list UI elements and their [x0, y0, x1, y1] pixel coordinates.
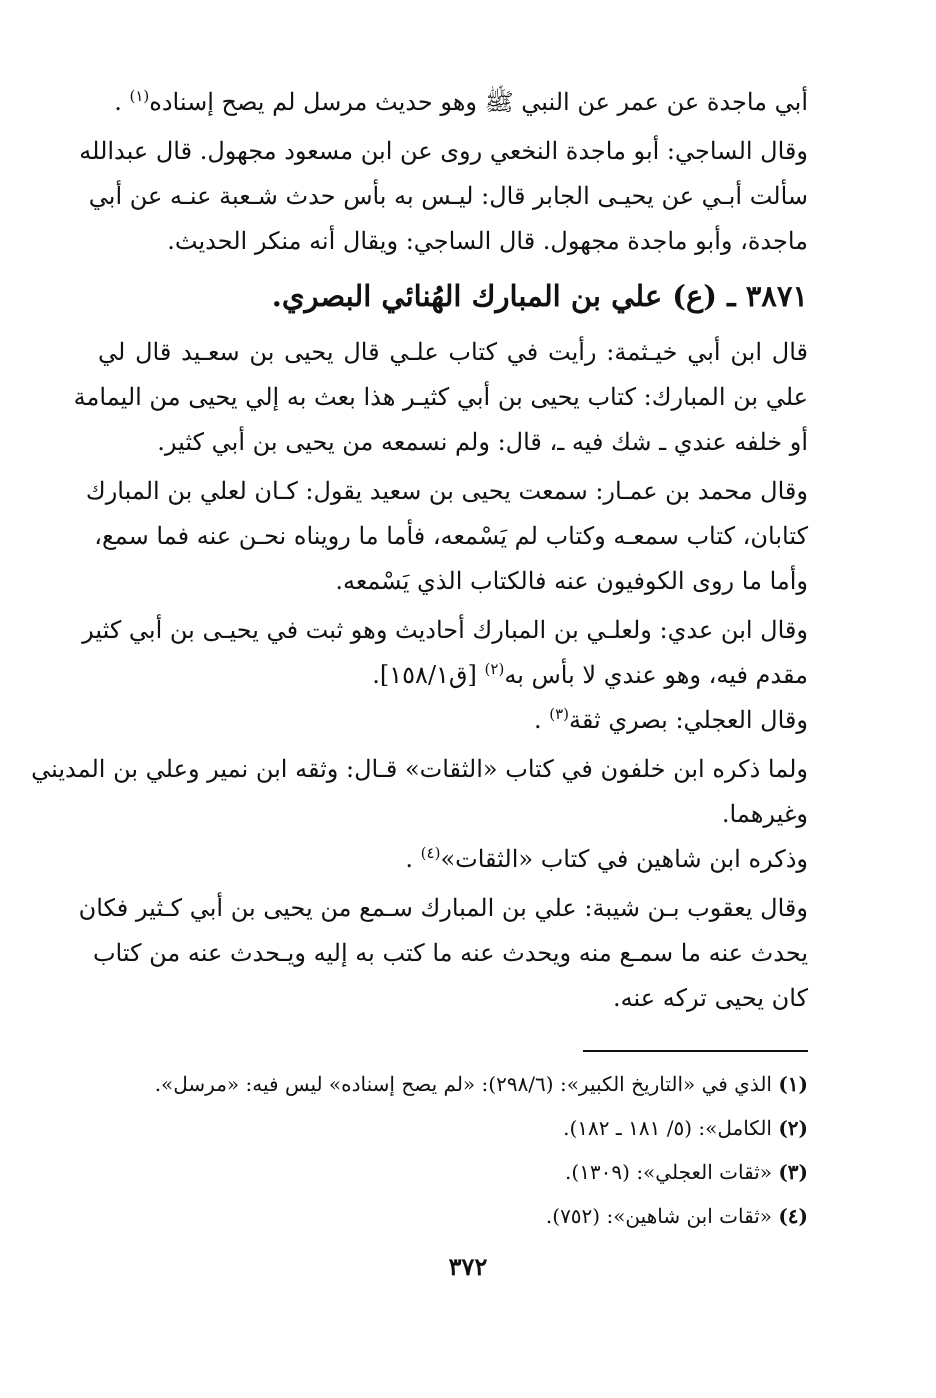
- text-line: يحدث عنه ما سمـع منه ويحدث عنه ما كتب به إليه ويـحدث عنه من كتاب: [92, 939, 808, 967]
- text-line: مقدم فيه، وهو عندي لا بأس به$^{(٢)}$ [ق١٥٨/١].: [372, 660, 808, 689]
- text-line: وأما ما روى الكوفيون عنه فالكتاب الذي يَسْمعه.: [335, 567, 808, 595]
- paragraph-1: [98, 80, 808, 125]
- text-line: قال ابن أبي خيـثمة: رأيت في كتاب علـي قال يحيى بن سعـيد قال لي: [98, 338, 808, 366]
- text-line: ولما ذكره ابن خلفون في كتاب «الثقات» قـال: وثقه ابن نمير وعلي بن المديني: [31, 755, 808, 783]
- footnote-number: (٤): [778, 1204, 808, 1228]
- text-line: وقال محمد بن عمـار: سمعت يحيى بن سعيد يقول: كـان لعلي بن المبارك: [85, 477, 808, 505]
- footnote-item: [108, 1106, 808, 1150]
- footnote-text: الذي في «التاريخ الكبير»: (٢٩٨/٦): «لم يصح إسناده» ليس فيه: «مرسل».: [154, 1072, 772, 1096]
- footnote-ref: (٣): [549, 705, 569, 723]
- text-line: سألت أبـي عن يحيـى الجابر قال: ليـس به بأس حدث شـعبة عنـه عن أبي: [88, 182, 808, 210]
- paragraph-3: [73, 330, 808, 465]
- paragraph-5: [82, 608, 808, 743]
- paragraph-4: [85, 469, 808, 604]
- footnote-item: [108, 1062, 808, 1106]
- footnote-ref: (١): [129, 87, 150, 105]
- text-line: كتابان، كتاب سمعـه وكتاب لم يَسْمعه، فأما ما رويناه نحـن عنه فما سمع،: [94, 522, 808, 550]
- text-line: ماجدة، وأبو ماجدة مجهول. قال الساجي: ويقال أنه منكر الحديث.: [167, 227, 808, 255]
- footnote-text: «ثقات العجلي»: (١٣٠٩).: [565, 1160, 772, 1184]
- page-number: ٣٧٢: [448, 1252, 488, 1281]
- footnote-divider: [583, 1050, 808, 1052]
- main-text: [31, 80, 808, 1025]
- footnote-item: [108, 1150, 808, 1194]
- text-line: وذكره ابن شاهين في كتاب «الثقات»$^{(٤)}$ .: [405, 844, 808, 873]
- text-line: أو خلفه عندي ـ شك فيه ـ، قال: ولم نسمعه من يحيى بن أبي كثير.: [157, 428, 808, 456]
- footnotes: [108, 1062, 808, 1238]
- text-line: وقال يعقوب بـن شيبة: علي بن المبارك سـمع من يحيى بن أبي كـثير فكان: [78, 894, 808, 922]
- paragraph-6: [31, 747, 808, 882]
- footnote-text: «ثقات ابن شاهين»: (٧٥٢).: [545, 1204, 772, 1228]
- text-line: علي بن المبارك: كتاب يحيى بن أبي كثيـر هذا بعث به إلي يحيى من اليمامة: [73, 383, 808, 411]
- text-line: وغيرهما.: [721, 800, 808, 828]
- footnote-ref: (٢): [484, 660, 505, 678]
- footnote-number: (٢): [778, 1116, 808, 1140]
- footnote-text: الكامل»: (٥/ ١٨١ ـ ١٨٢).: [563, 1116, 772, 1140]
- paragraph-2: [79, 129, 808, 264]
- footnote-item: [108, 1194, 808, 1238]
- footnote-ref: (٤): [420, 844, 441, 862]
- footnote-number: (١): [778, 1072, 808, 1096]
- text-line: كان يحيى تركه عنه.: [613, 984, 808, 1012]
- entry-heading: ٣٨٧١ ـ (ع) علي بن المبارك الهُنائي البصري.: [271, 279, 808, 313]
- paragraph-7: [78, 886, 808, 1021]
- text-line: وقال الساجي: أبو ماجدة النخعي روى عن ابن مسعود مجهول. قال عبدالله: [79, 137, 808, 165]
- text-line: وقال العجلي: بصري ثقة$^{(٣)}$ .: [533, 705, 808, 734]
- text-line: وقال ابن عدي: ولعلـي بن المبارك أحاديث وهو ثبت في يحيـى بن أبي كثير: [82, 616, 808, 644]
- text-line: أبي ماجدة عن عمر عن النبي ﷺ وهو حديث مرسل لم يصح إسناده$^{(١)}$ .: [114, 87, 808, 116]
- footnote-number: (٣): [778, 1160, 808, 1184]
